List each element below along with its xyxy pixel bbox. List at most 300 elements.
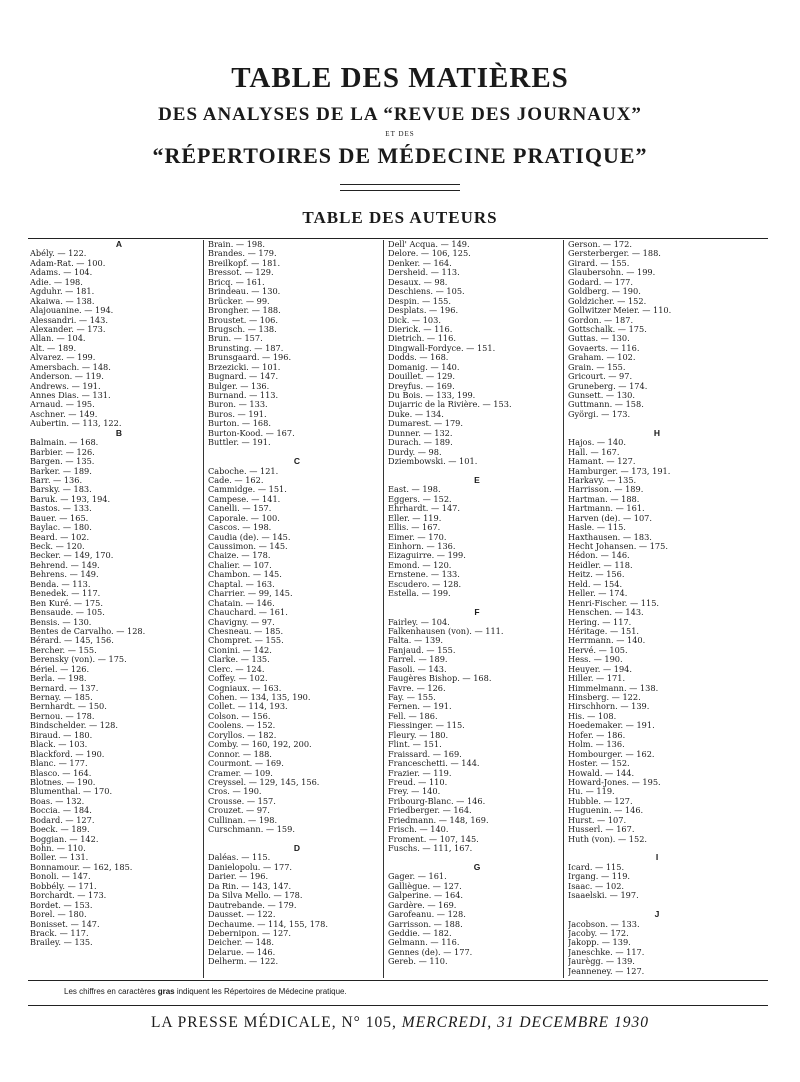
author-entry: Flint. — 151. bbox=[388, 739, 442, 750]
author-entry: Blackford. — 190. bbox=[30, 748, 105, 759]
author-entry: Hering. — 117. bbox=[568, 616, 632, 627]
author-entry: Jaurègg. — 139. bbox=[568, 956, 635, 967]
author-entry: Brindeau. — 130. bbox=[208, 286, 281, 297]
author-entry: Girard. — 155. bbox=[568, 257, 630, 268]
author-entry: Galliègue. — 127. bbox=[388, 880, 462, 891]
author-entry: Fuschs. — 111, 167. bbox=[388, 843, 473, 853]
letter-heading: A bbox=[115, 240, 123, 249]
author-entry: Brücker. — 99. bbox=[208, 295, 270, 306]
author-entry: Hess. — 190. bbox=[568, 654, 623, 665]
author-entry: Bériel. — 126. bbox=[30, 663, 90, 674]
author-entry: Hoster. — 152. bbox=[568, 758, 630, 769]
author-entry: Brun. — 157. bbox=[208, 333, 263, 344]
author-entry: Dechaume. — 114, 155, 178. bbox=[208, 918, 328, 929]
author-entry: Brzezicki. — 101. bbox=[208, 361, 281, 372]
author-entry: Dunner. — 132. bbox=[388, 427, 453, 438]
author-entry: Desplats. — 196. bbox=[388, 305, 459, 316]
author-entry: Galperine. — 164. bbox=[388, 890, 464, 901]
author-entry: Gunsett. — 130. bbox=[568, 390, 635, 400]
author-entry: Colson. — 156. bbox=[208, 710, 271, 721]
author-entry: Collet. — 114, 193. bbox=[208, 701, 288, 712]
column-separator bbox=[203, 240, 204, 978]
author-entry: Brongher. — 188. bbox=[208, 305, 281, 316]
author-entry: Caboche. — 121. bbox=[208, 465, 279, 476]
letter-heading: I bbox=[655, 852, 659, 863]
author-entry: Alajouanine. — 194. bbox=[30, 305, 114, 316]
author-entry: Black. — 103. bbox=[30, 739, 88, 750]
author-entry: Fairley. — 104. bbox=[388, 616, 450, 627]
top-rule bbox=[28, 238, 768, 239]
author-entry: Dodds. — 168. bbox=[388, 352, 449, 363]
author-entry: Amersbach. — 148. bbox=[30, 361, 111, 372]
column-separator bbox=[383, 240, 384, 978]
author-entry: Frazier. — 119. bbox=[388, 767, 452, 778]
author-entry: Bérard. — 145, 156. bbox=[30, 635, 114, 646]
author-entry: Franceschetti. — 144. bbox=[388, 758, 480, 769]
author-entry: Harrisson. — 189. bbox=[568, 484, 644, 495]
author-entry: Dujarric de la Rivière. — 153. bbox=[388, 399, 512, 410]
author-entry: Cogniaux. — 163. bbox=[208, 682, 282, 693]
author-entry: Annes Dias. — 131. bbox=[30, 390, 111, 400]
author-entry: Gruneberg. — 174. bbox=[568, 380, 648, 391]
author-entry: Gager. — 161. bbox=[388, 871, 447, 882]
author-entry: Huth (von). — 152. bbox=[568, 833, 648, 844]
author-entry: Alvarez. — 199. bbox=[30, 352, 96, 363]
author-entry: Cullinan. — 198. bbox=[208, 814, 278, 825]
index-column-2 bbox=[208, 240, 386, 978]
author-entry: Bernhardt. — 150. bbox=[30, 701, 107, 712]
author-entry: Andrews. — 191. bbox=[30, 380, 101, 391]
author-entry: Creyssel. — 129, 145, 156. bbox=[208, 776, 320, 787]
author-entry: Barbier. — 126. bbox=[30, 446, 95, 457]
author-entry: Benda. — 113. bbox=[30, 578, 91, 589]
author-entry: Fay. — 155. bbox=[388, 692, 436, 702]
author-entry: Friedmann. — 148, 169. bbox=[388, 814, 489, 825]
author-entry: Dietrich. — 116. bbox=[388, 333, 456, 344]
author-entry: Bonisset. — 147. bbox=[30, 918, 100, 929]
author-entry: Hubble. — 127. bbox=[568, 795, 633, 806]
author-entry: Goldzicher. — 152. bbox=[568, 295, 647, 306]
letter-heading: F bbox=[474, 607, 480, 618]
author-entry: Domanig. — 140. bbox=[388, 361, 460, 372]
author-entry: Fribourg-Blanc. — 146. bbox=[388, 795, 486, 806]
author-entry: Douillet. — 129. bbox=[388, 371, 455, 382]
author-entry: Crouzet. — 97. bbox=[208, 805, 270, 816]
author-entry: Falkenhausen (von). — 111. bbox=[388, 625, 504, 636]
title-rule bbox=[340, 184, 460, 191]
author-entry: Godard. — 177. bbox=[568, 276, 633, 287]
author-entry: Bulger. — 136. bbox=[208, 380, 270, 391]
author-entry: Bernard. — 137. bbox=[30, 682, 99, 693]
author-entry: Alt. — 189. bbox=[30, 342, 77, 353]
author-entry: Brunsgaard. — 196. bbox=[208, 352, 292, 363]
author-entry: Bensaude. — 105. bbox=[30, 607, 105, 618]
author-entry: Burton. — 168. bbox=[208, 418, 271, 429]
author-entry: Debernipon. — 127. bbox=[208, 927, 291, 938]
author-entry: Bonoli. — 147. bbox=[30, 871, 91, 882]
author-entry: Borchardt. — 173. bbox=[30, 890, 107, 901]
author-entry: Balmain. — 168. bbox=[30, 437, 99, 448]
author-entry: Buros. — 191. bbox=[208, 408, 267, 419]
author-entry: Fernen. — 191. bbox=[388, 701, 452, 712]
author-entry: Hasle. — 115. bbox=[568, 522, 626, 533]
bottom-rule bbox=[28, 980, 768, 981]
author-entry: Jacoby. — 172. bbox=[568, 927, 629, 938]
author-entry: Barsky. — 183. bbox=[30, 484, 92, 495]
author-entry: Icard. — 115. bbox=[568, 861, 625, 872]
author-entry: Dreyfus. — 169. bbox=[388, 380, 455, 391]
author-entry: Dziembowski. — 101. bbox=[388, 456, 478, 467]
letter-heading: B bbox=[115, 427, 123, 438]
author-entry: Guttmann. — 158. bbox=[568, 399, 644, 410]
author-entry: Brandes. — 179. bbox=[208, 248, 277, 259]
author-entry: Fraissard. — 169. bbox=[388, 748, 462, 759]
author-entry: Eggers. — 152. bbox=[388, 493, 452, 504]
author-entry: Du Bois. — 133, 199. bbox=[388, 390, 476, 400]
author-entry: Campese. — 141. bbox=[208, 493, 281, 504]
author-entry: Gerson. — 172. bbox=[568, 240, 632, 249]
section-title: TABLE DES AUTEURS bbox=[302, 208, 498, 227]
author-entry: Bonnamour. — 162, 185. bbox=[30, 861, 133, 872]
author-entry: Hiller. — 171. bbox=[568, 673, 626, 684]
author-entry: Connor. — 188. bbox=[208, 748, 272, 759]
author-entry: Coolens. — 152. bbox=[208, 720, 276, 731]
author-entry: Aubertin. — 113, 122. bbox=[30, 418, 122, 429]
author-entry: Goldberg. — 190. bbox=[568, 286, 641, 297]
author-entry: Biraud. — 180. bbox=[30, 729, 93, 740]
author-entry: Brack. — 117. bbox=[30, 927, 89, 938]
author-entry: Dersheid. — 113. bbox=[388, 267, 460, 278]
author-entry: Bohn. — 110. bbox=[30, 843, 86, 853]
author-entry: Da Silva Mello. — 178. bbox=[208, 890, 303, 901]
author-entry: Duke. — 134. bbox=[388, 408, 444, 419]
author-entry: Héritage. — 151. bbox=[568, 625, 640, 636]
author-entry: Gereb. — 110. bbox=[388, 956, 448, 967]
author-entry: Akaiwa. — 138. bbox=[30, 295, 95, 306]
author-entry: Baruk. — 193, 194. bbox=[30, 493, 111, 504]
author-entry: Delore. — 106, 125. bbox=[388, 248, 471, 259]
author-entry: Chavigny. — 97. bbox=[208, 616, 275, 627]
author-entry: Buron. — 133. bbox=[208, 399, 268, 410]
author-entry: Barr. — 136. bbox=[30, 474, 83, 485]
author-entry: Darier. — 196. bbox=[208, 871, 269, 882]
author-entry: Hirschhorn. — 139. bbox=[568, 701, 650, 712]
author-entry: Cionini. — 142. bbox=[208, 644, 272, 655]
footnote-prefix: Les chiffres en caractères bbox=[64, 987, 156, 996]
author-entry: His. — 108. bbox=[568, 710, 617, 721]
page-subtitle-2: “RÉPERTOIRES DE MÉDECINE PRATIQUE” bbox=[152, 143, 648, 168]
footer-journal: LA PRESSE MÉDICALE, bbox=[150, 1014, 337, 1031]
author-entry: Frey. — 140. bbox=[388, 786, 441, 797]
author-entry: Glaubersohn. — 199. bbox=[568, 267, 656, 278]
author-entry: Crousse. — 157. bbox=[208, 795, 276, 806]
author-entry: Heidler. — 118. bbox=[568, 559, 633, 570]
author-entry: Howald. — 144. bbox=[568, 767, 635, 778]
author-entry: Danielopolu. — 177. bbox=[208, 861, 293, 872]
footnote-suffix: indiquent les Répertoires de Médecine pratique. bbox=[176, 987, 347, 996]
author-entry: Delherm. — 122. bbox=[208, 956, 279, 967]
author-entry: Himmelmann. — 138. bbox=[568, 682, 659, 693]
author-entry: Courmont. — 169. bbox=[208, 758, 284, 769]
footer-issue: N° 105, bbox=[341, 1014, 397, 1031]
author-entry: Blumenthal. — 170. bbox=[30, 786, 113, 797]
author-entry: Burton-Kood. — 167. bbox=[208, 427, 295, 438]
author-entry: Boggian. — 142. bbox=[30, 833, 99, 844]
author-entry: Cascos. — 198. bbox=[208, 522, 272, 533]
author-entry: Bastos. — 133. bbox=[30, 503, 92, 514]
author-entry: Charrier. — 99, 145. bbox=[208, 588, 293, 599]
author-entry: Dausset. — 122. bbox=[208, 909, 276, 920]
author-entry: Clerc. — 124. bbox=[208, 663, 265, 674]
author-entry: Burnand. — 113. bbox=[208, 390, 279, 400]
author-entry: Chalier. — 107. bbox=[208, 559, 272, 570]
author-entry: Guttas. — 130. bbox=[568, 333, 630, 344]
author-entry: Brunsting. — 187. bbox=[208, 342, 284, 353]
author-entry: Bensis. — 130. bbox=[30, 616, 92, 627]
author-entry: Garrisson. — 188. bbox=[388, 918, 463, 929]
author-entry: East. — 198. bbox=[388, 484, 441, 495]
author-entry: Bernou. — 178. bbox=[30, 710, 95, 721]
author-entry: Fleury. — 180. bbox=[388, 729, 449, 740]
author-entry: Grain. — 155. bbox=[568, 361, 626, 372]
author-entry: Abély. — 122. bbox=[30, 248, 87, 259]
author-entry: Froment. — 107, 145. bbox=[388, 833, 479, 844]
author-entry: Haxthausen. — 183. bbox=[568, 531, 652, 542]
author-entry: Brugsch. — 138. bbox=[208, 323, 277, 334]
author-entry: Frisch. — 140. bbox=[388, 824, 449, 835]
author-entry: Falta. — 139. bbox=[388, 635, 444, 646]
author-entry: Berla. — 198. bbox=[30, 673, 87, 684]
author-entry: Hecht Johansen. — 175. bbox=[568, 541, 668, 551]
index-column-1 bbox=[30, 240, 208, 978]
author-entry: Behrend. — 149. bbox=[30, 559, 100, 570]
author-entry: Bercher. — 155. bbox=[30, 644, 97, 655]
author-entry: Agduhr. — 181. bbox=[30, 286, 95, 297]
author-entry: Aschner. — 149. bbox=[30, 408, 98, 419]
author-entry: Ben Kuré. — 175. bbox=[30, 597, 103, 608]
author-entry: Blanc. — 177. bbox=[30, 758, 88, 769]
author-entry: Caussimon. — 145. bbox=[208, 541, 288, 551]
author-entry: Isaaelski. — 197. bbox=[568, 890, 639, 901]
author-entry: Dierick. — 116. bbox=[388, 323, 453, 334]
author-entry: Cammidge. — 151. bbox=[208, 484, 287, 495]
author-entry: Allan. — 104. bbox=[30, 333, 86, 344]
author-entry: Durdy. — 98. bbox=[388, 446, 442, 457]
author-entry: Blasco. — 164. bbox=[30, 767, 92, 778]
author-entry: Curschmann. — 159. bbox=[208, 824, 295, 835]
author-entry: Govaerts. — 116. bbox=[568, 342, 640, 353]
author-entry: Benedek. — 117. bbox=[30, 588, 101, 599]
author-entry: Hu. — 119. bbox=[568, 786, 615, 797]
author-entry: Einhorn. — 136. bbox=[388, 541, 456, 551]
author-entry: Breilkopf. — 181. bbox=[208, 257, 281, 268]
author-entry: Jacobson. — 133. bbox=[568, 918, 640, 929]
author-entry: Brailey. — 135. bbox=[30, 937, 93, 948]
author-entry: Ellis. — 167. bbox=[388, 522, 441, 533]
index-column-3 bbox=[388, 240, 566, 978]
column-separator bbox=[563, 240, 564, 978]
author-entry: Baylac. — 180. bbox=[30, 522, 92, 533]
author-entry: Bordet. — 153. bbox=[30, 899, 93, 910]
author-entry: Bressot. — 129. bbox=[208, 267, 274, 278]
author-entry: Geddie. — 182. bbox=[388, 927, 452, 938]
author-entry: Brain. — 198. bbox=[208, 240, 265, 249]
author-entry: Gordon. — 187. bbox=[568, 314, 634, 325]
author-entry: Cohen. — 134, 135, 190. bbox=[208, 692, 311, 702]
footnote bbox=[64, 987, 347, 996]
author-entry: Deicher. — 148. bbox=[208, 937, 274, 948]
author-entry: Harkavy. — 135. bbox=[568, 474, 637, 485]
author-entry: Dingwall-Fordyce. — 151. bbox=[388, 342, 496, 353]
author-entry: Escudero. — 128. bbox=[388, 578, 462, 589]
footnote-bold: gras bbox=[157, 987, 175, 996]
author-entry: Bauer. — 165. bbox=[30, 512, 89, 523]
letter-heading: C bbox=[293, 456, 301, 467]
author-entry: Cade. — 162. bbox=[208, 474, 264, 485]
page-title: TABLE DES MATIÈRES bbox=[231, 62, 569, 94]
author-entry: Behrens. — 149. bbox=[30, 569, 99, 580]
author-entry: Adie. — 198. bbox=[30, 276, 83, 287]
author-entry: Cramer. — 109. bbox=[208, 767, 273, 778]
author-entry: Despin. — 155. bbox=[388, 295, 451, 306]
author-entry: Fasoli. — 143. bbox=[388, 663, 447, 674]
author-entry: Fell. — 186. bbox=[388, 710, 438, 721]
author-entry: Daléas. — 115. bbox=[208, 852, 271, 863]
page-footer bbox=[0, 1014, 800, 1032]
page-subtitle: DES ANALYSES DE LA “REVUE DES JOURNAUX” bbox=[158, 104, 642, 125]
author-entry: Chambon. — 145. bbox=[208, 569, 282, 580]
author-entry: Becker. — 149, 170. bbox=[30, 550, 114, 561]
author-entry: Hoedemaker. — 191. bbox=[568, 720, 655, 731]
author-entry: Husserl. — 167. bbox=[568, 824, 635, 835]
author-entry: Bobbély. — 171. bbox=[30, 880, 97, 891]
author-entry: Harven (de). — 107. bbox=[568, 512, 652, 523]
author-entry: Gollwitzer Meier. — 110. bbox=[568, 305, 672, 316]
author-entry: Ernstene. — 133. bbox=[388, 569, 460, 580]
author-entry: Eller. — 119. bbox=[388, 512, 442, 523]
author-entry: Chauchard. — 161. bbox=[208, 607, 288, 618]
author-entry: Farrel. — 189. bbox=[388, 654, 448, 665]
author-entry: Cros. — 190. bbox=[208, 786, 262, 797]
author-entry: Graham. — 102. bbox=[568, 352, 636, 363]
author-entry: Gelmann. — 116. bbox=[388, 937, 460, 948]
author-entry: Gennes (de). — 177. bbox=[388, 946, 473, 957]
author-entry: Hervé. — 105. bbox=[568, 644, 628, 655]
author-entry: Hartman. — 188. bbox=[568, 493, 640, 504]
author-entry: Freud. — 110. bbox=[388, 776, 448, 787]
author-entry: Howard-Jones. — 195. bbox=[568, 776, 661, 787]
author-entry: Irgang. — 119. bbox=[568, 871, 631, 882]
author-entry: Hamburger. — 173, 191. bbox=[568, 465, 671, 476]
author-entry: Berensky (von). — 175. bbox=[30, 654, 127, 665]
author-entry: Gricourt. — 97. bbox=[568, 371, 633, 382]
author-entry: Hombourger. — 162. bbox=[568, 748, 655, 759]
author-entry: Alexander. — 173. bbox=[30, 323, 106, 334]
author-entry: Eizaguirre. — 199. bbox=[388, 550, 466, 561]
author-entry: Bargen. — 135. bbox=[30, 456, 95, 467]
letter-heading: D bbox=[293, 843, 301, 853]
author-entry: Canelli. — 157. bbox=[208, 503, 272, 514]
author-entry: Adams. — 104. bbox=[30, 267, 93, 278]
author-entry: Beard. — 102. bbox=[30, 531, 90, 542]
author-entry: Deschiens. — 105. bbox=[388, 286, 465, 297]
author-entry: Henri-Fischer. — 115. bbox=[568, 597, 660, 608]
author-entry: Boccia. — 184. bbox=[30, 805, 92, 816]
author-entry: Caporale. — 100. bbox=[208, 512, 280, 523]
author-entry: Ehrhardt. — 147. bbox=[388, 503, 460, 514]
letter-heading: H bbox=[653, 427, 661, 438]
author-entry: Hofer. — 186. bbox=[568, 729, 626, 740]
author-entry: Caudia (de). — 145. bbox=[208, 531, 291, 542]
author-entry: Chaptal. — 163. bbox=[208, 578, 275, 589]
footer-date: MERCREDI, 31 DECEMBRE 1930 bbox=[401, 1014, 650, 1031]
author-entry: Holm. — 136. bbox=[568, 739, 625, 750]
author-entry: Herrmann. — 140. bbox=[568, 635, 646, 646]
author-entry: Da Rin. — 143, 147. bbox=[208, 880, 292, 891]
conjunction: ET DES bbox=[385, 130, 415, 138]
author-entry: Hurst. — 107. bbox=[568, 814, 627, 825]
author-entry: Boas. — 132. bbox=[30, 795, 85, 806]
author-entry: Hall. — 167. bbox=[568, 446, 620, 457]
author-entry: Buttler. — 191. bbox=[208, 437, 271, 448]
author-entry: Janeschke. — 117. bbox=[568, 946, 645, 957]
author-entry: Faugères Bishop. — 168. bbox=[388, 673, 492, 684]
author-entry: Isaac. — 102. bbox=[568, 880, 625, 891]
author-entry: Huguenin. — 146. bbox=[568, 805, 644, 816]
author-entry: Jakopp. — 139. bbox=[568, 937, 631, 948]
author-entry: Heuyer. — 194. bbox=[568, 663, 632, 674]
author-entry: Hartmann. — 161. bbox=[568, 503, 645, 514]
author-entry: Dautrebande. — 179. bbox=[208, 899, 297, 910]
author-entry: Alessandri. — 143. bbox=[30, 314, 108, 325]
author-entry: Boeck. — 189. bbox=[30, 824, 90, 835]
letter-heading: E bbox=[474, 474, 480, 485]
author-entry: Garofeanu. — 128. bbox=[388, 909, 466, 920]
author-entry: Friedberger. — 164. bbox=[388, 805, 472, 816]
author-entry: Desaux. — 98. bbox=[388, 276, 448, 287]
author-entry: Bricq. — 161. bbox=[208, 276, 265, 287]
letter-heading: G bbox=[473, 861, 481, 872]
index-column-4 bbox=[568, 240, 746, 978]
author-entry: Delarue. — 146. bbox=[208, 946, 276, 957]
author-entry: Denker. — 164. bbox=[388, 257, 452, 268]
author-entry: Heitz. — 156. bbox=[568, 569, 625, 580]
author-entry: Blotnes. — 190. bbox=[30, 776, 96, 787]
author-entry: Borel. — 180. bbox=[30, 909, 87, 920]
author-entry: Durach. — 189. bbox=[388, 437, 453, 448]
author-entry: Gersterberger. — 188. bbox=[568, 248, 661, 259]
author-entry: Jeanneney. — 127. bbox=[568, 965, 645, 976]
author-entry: Dick. — 103. bbox=[388, 314, 441, 325]
author-entry: Dell' Acqua. — 149. bbox=[388, 240, 470, 249]
author-entry: Henschen. — 143. bbox=[568, 607, 644, 618]
author-entry: Bodard. — 127. bbox=[30, 814, 95, 825]
author-entry: Fiessinger. — 115. bbox=[388, 720, 465, 731]
author-entry: Chesneau. — 185. bbox=[208, 625, 284, 636]
author-entry: Hinsberg. — 122. bbox=[568, 692, 641, 702]
author-entry: Coryllos. — 182. bbox=[208, 729, 277, 740]
author-entry: Beck. — 120. bbox=[30, 541, 85, 551]
author-entry: Eimer. — 170. bbox=[388, 531, 447, 542]
author-entry: Bindschelder. — 128. bbox=[30, 720, 118, 731]
author-entry: Dumarest. — 179. bbox=[388, 418, 463, 429]
author-entry: Adam-Rat. — 100. bbox=[30, 257, 106, 268]
author-entry: Estella. — 199. bbox=[388, 588, 451, 599]
author-entry: Fanjaud. — 155. bbox=[388, 644, 456, 655]
author-entry: Emond. — 120. bbox=[388, 559, 452, 570]
author-entry: Bentes de Carvalho. — 128. bbox=[30, 625, 146, 636]
author-entry: Gardère. — 169. bbox=[388, 899, 457, 910]
